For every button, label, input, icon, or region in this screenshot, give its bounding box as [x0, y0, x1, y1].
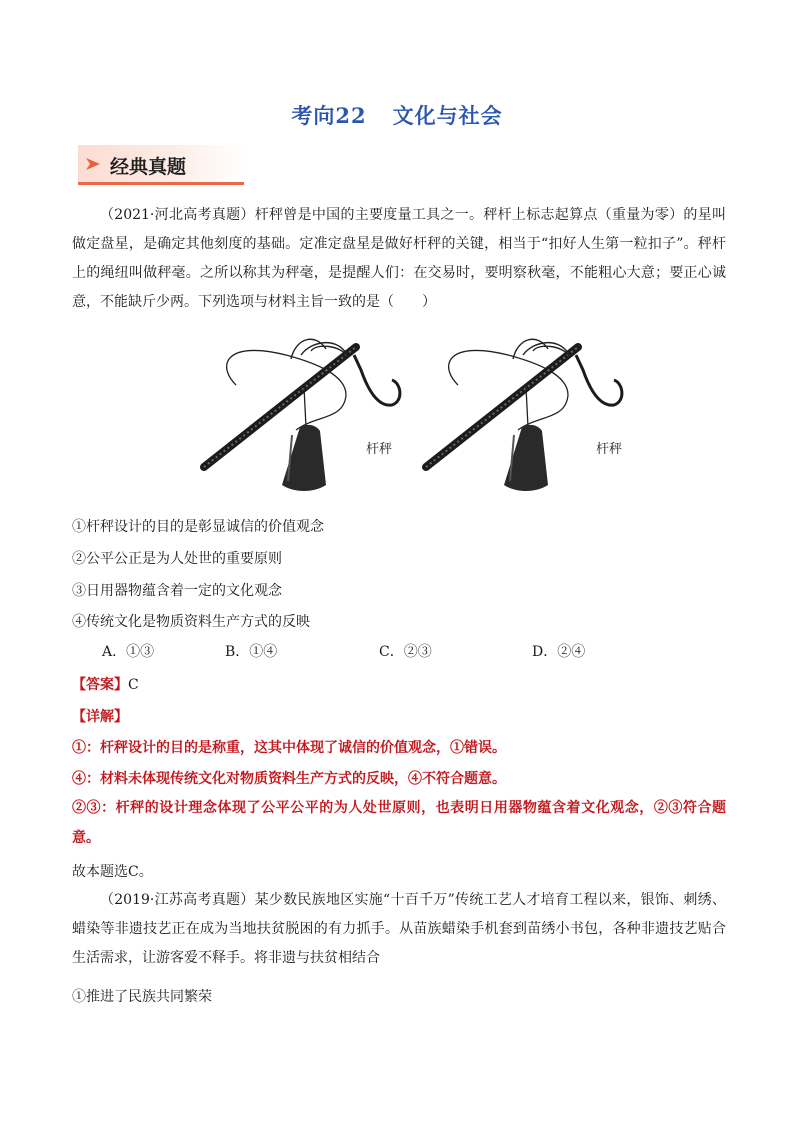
- answer-options: [102, 641, 722, 663]
- statement-1: ①杆秤设计的目的是彰显诚信的价值观念: [72, 519, 324, 535]
- statement-3: ③日用器物蕴含着一定的文化观念: [72, 583, 282, 599]
- answer-tag: 【答案】: [72, 677, 128, 693]
- arrow-right-icon: [84, 156, 104, 172]
- option-d: D．②④: [532, 644, 586, 660]
- statement-4: ④传统文化是物质资料生产方式的反映: [72, 614, 310, 630]
- steelyard-figure: [196, 335, 636, 505]
- question-2-stem: （2019·江苏高考真题）某少数民族地区实施“十百千万”传统工艺人才培育工程以来，银饰、刺绣、蜡染等非遗技艺正在成为当地扶贫脱困的有力抓手。从苗族蜡染手机套到苗绣小书包，各种非遗技艺贴合生活需求，让游客爱不释手。将非遗与扶贫相结合: [72, 892, 726, 966]
- section-label: 经典真题: [110, 156, 187, 178]
- steelyard-illustration: [196, 335, 636, 505]
- option-b: B．①④: [225, 644, 278, 660]
- answer-value: C: [128, 677, 139, 693]
- option-a: A．①③: [102, 644, 155, 660]
- detail-line-2: ④：材料未体现传统文化对物质资料生产方式的反映，④不符合题意。: [72, 771, 506, 787]
- figure-label-left: 杆秤: [366, 442, 393, 457]
- detail-line-1: ①：杆秤设计的目的是称重，这其中体现了诚信的价值观念，①错误。: [72, 740, 506, 756]
- section-banner: [78, 145, 244, 185]
- q2-statement-1: ①推进了民族共同繁荣: [72, 989, 212, 1005]
- question-1-stem: （2021·河北高考真题）杆秤曾是中国的主要度量工具之一。秤杆上标志起算点（重量为零）的星叫做定盘星，是确定其他刻度的基础。定准定盘星是做好杆秤的关键，相当于“扣好人生第一粒扣子”。秤杆上的绳纽叫做秤毫。之所以称其为秤毫，是提醒人们：在交易时，要明察秋毫，不能粗心大意；要正心诚意，不能缺斤少两。下列选项与材料主旨一致的是（ ）: [72, 207, 726, 310]
- conclusion: 故本题选C。: [72, 864, 153, 880]
- option-c: C．②③: [379, 644, 432, 660]
- figure-label-right: 杆秤: [596, 442, 623, 457]
- detail-tag: 【详解】: [72, 709, 128, 725]
- detail-line-3: ②③：杆秤的设计理念体现了公平公平的为人处世原则，也表明日用器物蕴含着文化观念，②③符合题意。: [72, 800, 726, 846]
- answer-line: [72, 674, 139, 694]
- page-title: [0, 100, 794, 130]
- statement-2: ②公平公正是为人处世的重要原则: [72, 551, 282, 567]
- page-title-text: 文化与社会: [392, 103, 503, 128]
- page-title-number: 考向22: [291, 103, 367, 128]
